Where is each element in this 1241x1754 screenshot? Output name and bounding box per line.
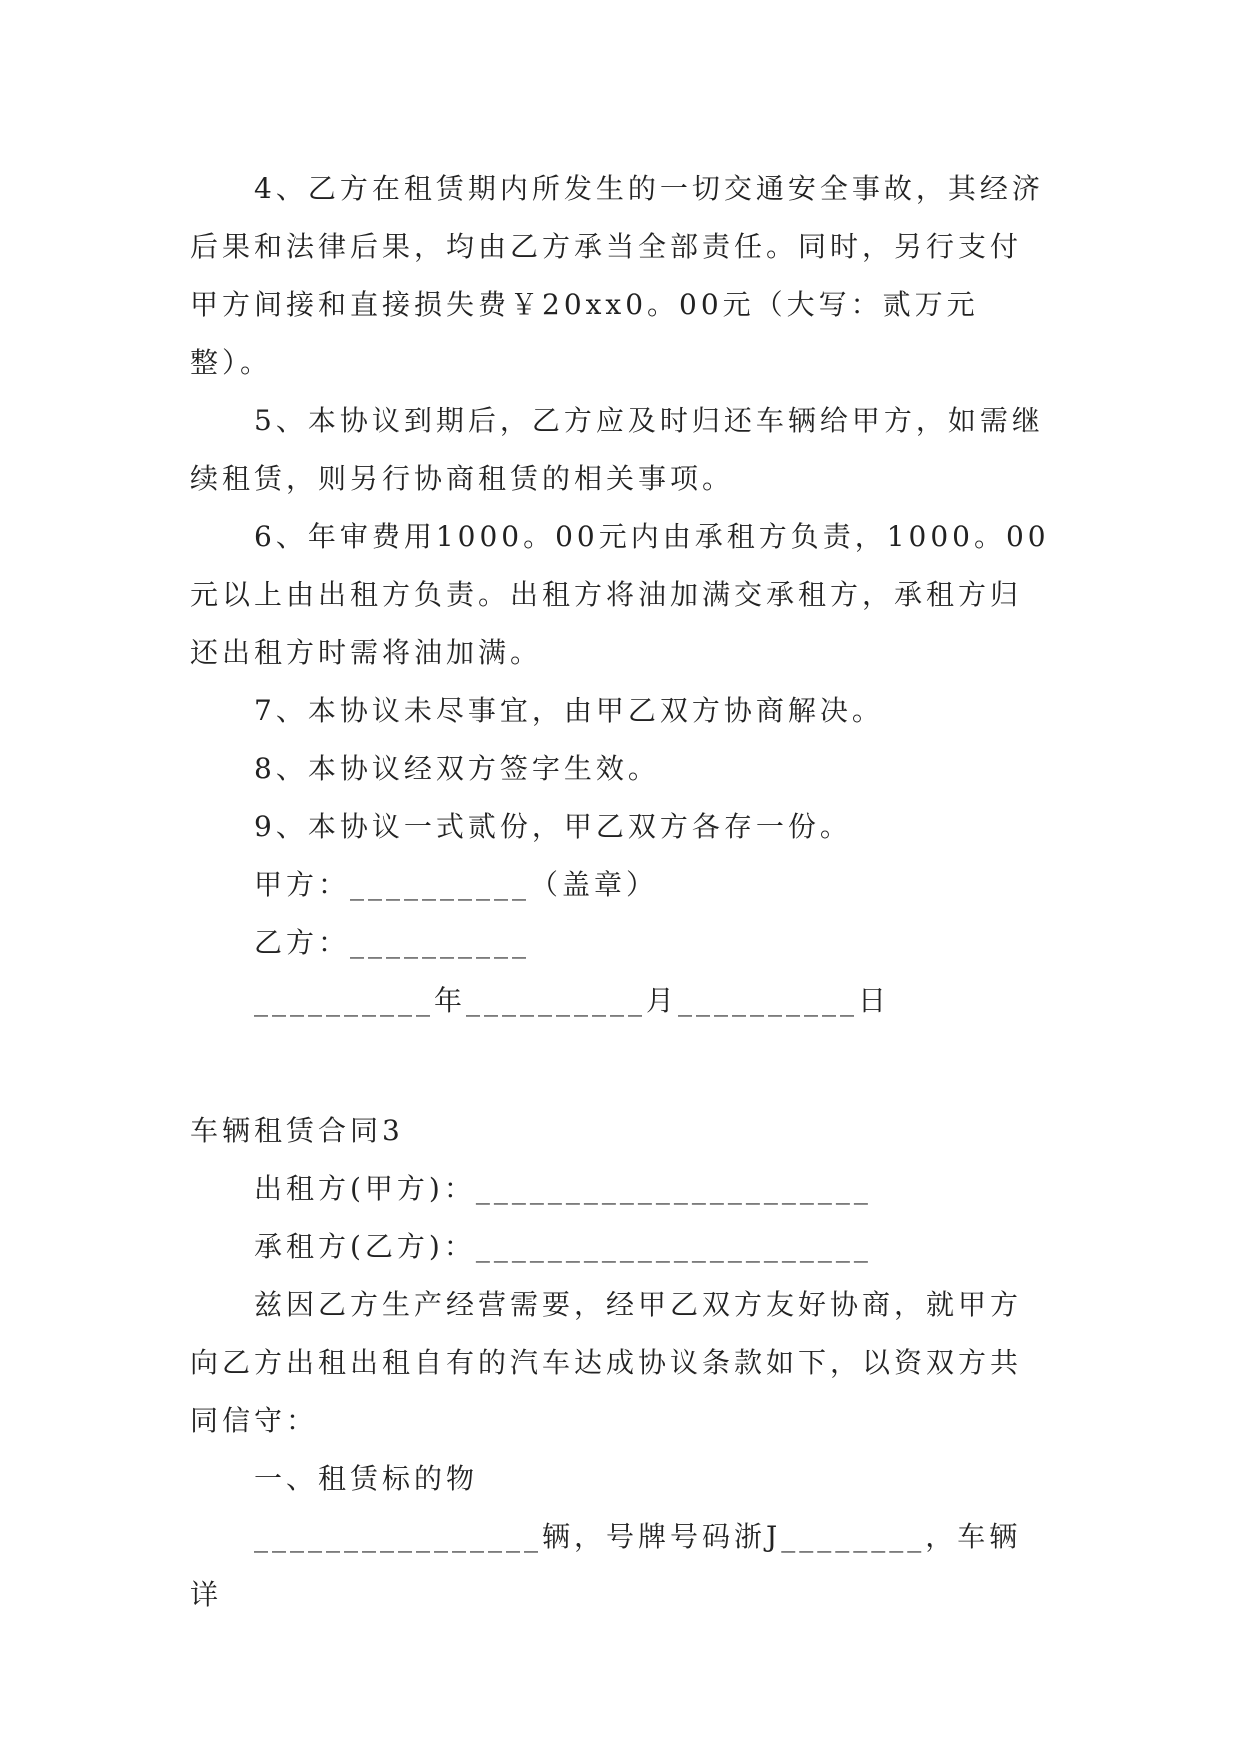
lessee-line: 承租方(乙方)：______________________ <box>254 1230 872 1263</box>
heading-leased-object: 一、租赁标的物 <box>254 1462 479 1495</box>
clause-7: 7、本协议未尽事宜，由甲乙双方协商解决。 <box>254 694 884 727</box>
document-body <box>190 160 1050 1624</box>
party-b-signature-line: 乙方：__________ <box>254 926 531 959</box>
clause-5: 5、本协议到期后，乙方应及时归还车辆给甲方，如需继续租赁，则另行协商租赁的相关事项。 <box>190 404 1044 495</box>
section-spacer <box>190 1030 1050 1102</box>
clause-6: 6、年审费用1000。00元内由承租方负责，1000。00元以上由出租方负责。出租方将油加满交承租方，承租方归还出租方时需将油加满。 <box>190 520 1050 669</box>
preamble-paragraph: 兹因乙方生产经营需要，经甲乙双方友好协商，就甲方向乙方出租出租自有的汽车达成协议条款如下，以资双方共同信守： <box>190 1288 1023 1437</box>
clause-9: 9、本协议一式贰份，甲乙双方各存一份。 <box>254 810 852 843</box>
party-a-signature-line: 甲方：__________（盖章） <box>254 868 659 901</box>
date-line: __________年__________月__________日 <box>254 984 891 1017</box>
section-title: 车辆租赁合同3 <box>190 1114 404 1147</box>
vehicle-details-line: ________________辆，号牌号码浙J________，车辆详 <box>190 1520 1022 1611</box>
clause-8: 8、本协议经双方签字生效。 <box>254 752 660 785</box>
clause-4: 4、乙方在租赁期内所发生的一切交通安全事故，其经济后果和法律后果，均由乙方承当全部责任。同时，另行支付甲方间接和直接损失费￥20xx0。00元（大写：贰万元整）。 <box>190 172 1044 379</box>
lessor-line: 出租方(甲方)：______________________ <box>254 1172 872 1205</box>
